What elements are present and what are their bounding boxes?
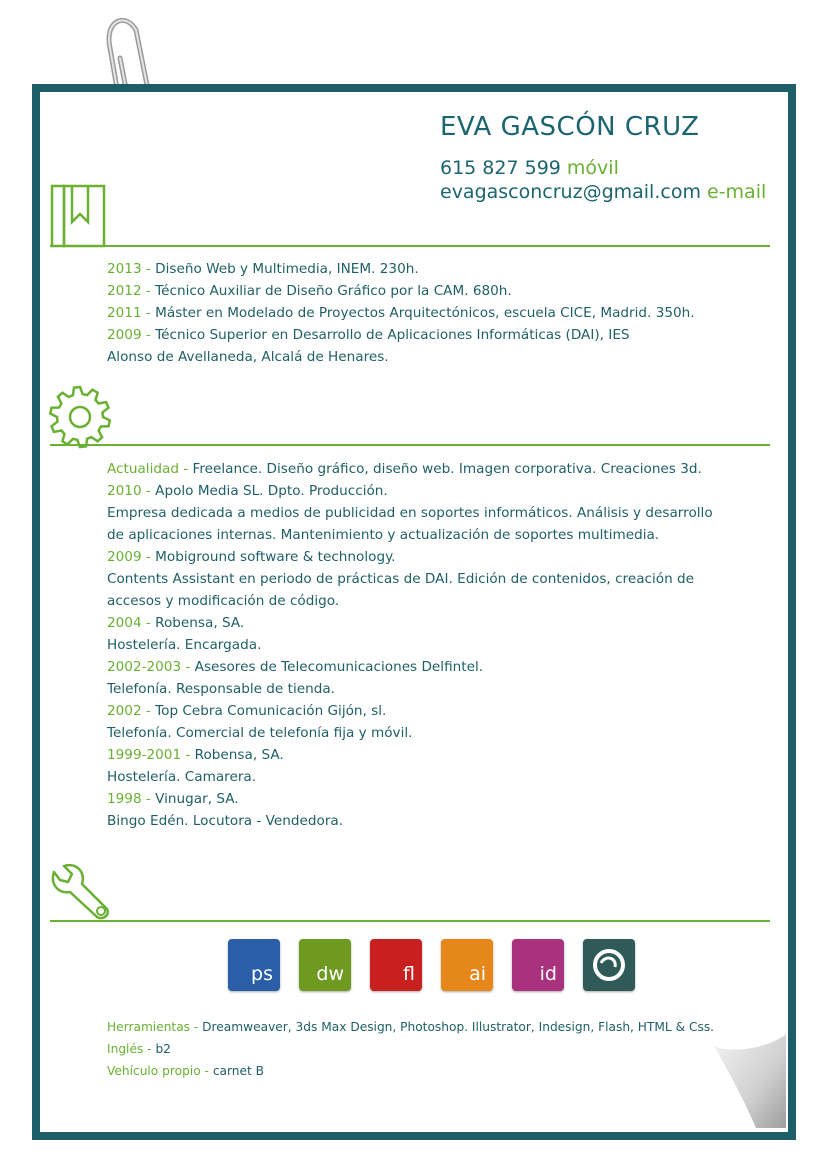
phone-number: 615 827 599 bbox=[440, 157, 561, 179]
entry-line bbox=[107, 590, 713, 612]
entry-year: 2011 - bbox=[107, 305, 156, 321]
phone-label: móvil bbox=[566, 157, 619, 179]
education-list bbox=[107, 258, 695, 368]
experience-list bbox=[107, 458, 713, 832]
indesign-icon bbox=[512, 939, 564, 991]
entry-line bbox=[107, 700, 713, 722]
entry-year: 2012 - bbox=[107, 283, 156, 299]
entry-text: Telefonía. Responsable de tienda. bbox=[107, 681, 335, 697]
entry-line bbox=[107, 744, 713, 766]
entry-text: Apolo Media SL. Dpto. Producción. bbox=[155, 483, 388, 499]
entry-year: Actualidad - bbox=[107, 461, 193, 477]
entry-line bbox=[107, 458, 713, 480]
entry-text: Técnico Auxiliar de Diseño Gráfico por la CAM. 680h. bbox=[155, 283, 512, 299]
entry-text: Vinugar, SA. bbox=[155, 791, 239, 807]
extra-key: Herramientas - bbox=[107, 1020, 203, 1034]
entry-text: Contents Assistant en periodo de prácticas de DAI. Edición de contenidos, creación de bbox=[107, 571, 695, 587]
extra-line bbox=[107, 1038, 714, 1060]
entry-text: Alonso de Avellaneda, Alcalá de Henares. bbox=[107, 349, 389, 365]
entry-year: 2002 - bbox=[107, 703, 156, 719]
wrench-icon bbox=[48, 858, 118, 924]
entry-line bbox=[107, 502, 713, 524]
extra-line bbox=[107, 1016, 714, 1038]
entry-year: 1999-2001 - bbox=[107, 747, 195, 763]
section-divider bbox=[50, 920, 770, 922]
entry-line bbox=[107, 302, 695, 324]
entry-text: Hostelería. Encargada. bbox=[107, 637, 262, 653]
section-divider bbox=[50, 245, 770, 247]
entry-line bbox=[107, 788, 713, 810]
entry-line bbox=[107, 656, 713, 678]
entry-line bbox=[107, 766, 713, 788]
extras-list bbox=[107, 1016, 714, 1082]
section-divider bbox=[50, 444, 770, 446]
entry-text: Robensa, SA. bbox=[155, 615, 245, 631]
flash-icon bbox=[370, 939, 422, 991]
photoshop-icon bbox=[228, 939, 280, 991]
3dsmax-icon bbox=[583, 939, 635, 991]
entry-line bbox=[107, 612, 713, 634]
entry-text: Top Cebra Comunicación Gijón, sl. bbox=[155, 703, 387, 719]
entry-year: 2010 - bbox=[107, 483, 156, 499]
extra-value: Dreamweaver, 3ds Max Design, Photoshop. Illustrator, Indesign, Flash, HTML & Css. bbox=[202, 1020, 715, 1034]
extra-key: Vehículo propio - bbox=[107, 1064, 213, 1078]
entry-line bbox=[107, 346, 695, 368]
gear-icon bbox=[47, 384, 113, 450]
entry-text: Telefonía. Comercial de telefonía fija y móvil. bbox=[107, 725, 413, 741]
app-label: id bbox=[539, 963, 557, 985]
entry-text: Empresa dedicada a medios de publicidad en soportes informáticos. Análisis y desarrollo bbox=[107, 505, 713, 521]
email-address: evagasconcruz@gmail.com bbox=[440, 181, 701, 203]
app-label: dw bbox=[316, 963, 344, 985]
entry-text: de aplicaciones internas. Mantenimiento y actualización de soportes multimedia. bbox=[107, 527, 660, 543]
extra-key: Inglés - bbox=[107, 1042, 156, 1056]
candidate-name: EVA GASCÓN CRUZ bbox=[440, 112, 700, 142]
entry-text: Asesores de Telecomunicaciones Delfintel. bbox=[194, 659, 484, 675]
entry-line bbox=[107, 810, 713, 832]
entry-text: Mobiground software & technology. bbox=[155, 549, 396, 565]
book-icon bbox=[50, 184, 108, 248]
entry-year: 2009 - bbox=[107, 549, 156, 565]
entry-text: Técnico Superior en Desarrollo de Aplicaciones Informáticas (DAI), IES bbox=[155, 327, 630, 343]
entry-text: Máster en Modelado de Proyectos Arquitectónicos, escuela CICE, Madrid. 350h. bbox=[155, 305, 695, 321]
entry-line bbox=[107, 524, 713, 546]
entry-year: 2013 - bbox=[107, 261, 156, 277]
entry-text: Bingo Edén. Locutora - Vendedora. bbox=[107, 813, 344, 829]
entry-text: accesos y modificación de código. bbox=[107, 593, 340, 609]
entry-text: Hostelería. Camarera. bbox=[107, 769, 257, 785]
entry-line bbox=[107, 678, 713, 700]
software-icons bbox=[228, 939, 654, 991]
entry-line bbox=[107, 480, 713, 502]
extra-value: carnet B bbox=[212, 1064, 265, 1078]
entry-line bbox=[107, 722, 713, 744]
entry-line bbox=[107, 546, 713, 568]
app-label: fl bbox=[403, 963, 415, 985]
entry-text: Diseño Web y Multimedia, INEM. 230h. bbox=[155, 261, 419, 277]
extra-line bbox=[107, 1060, 714, 1082]
email-line bbox=[440, 181, 766, 203]
entry-year: 2004 - bbox=[107, 615, 156, 631]
entry-year: 2009 - bbox=[107, 327, 156, 343]
app-label: ai bbox=[469, 963, 486, 985]
entry-line bbox=[107, 324, 695, 346]
page-curl-icon bbox=[700, 1024, 786, 1128]
entry-line bbox=[107, 280, 695, 302]
entry-year: 1998 - bbox=[107, 791, 156, 807]
email-label: e-mail bbox=[707, 181, 767, 203]
entry-text: Robensa, SA. bbox=[194, 747, 284, 763]
illustrator-icon bbox=[441, 939, 493, 991]
entry-text: Freelance. Diseño gráfico, diseño web. Imagen corporativa. Creaciones 3d. bbox=[192, 461, 702, 477]
dreamweaver-icon bbox=[299, 939, 351, 991]
entry-line bbox=[107, 258, 695, 280]
entry-year: 2002-2003 - bbox=[107, 659, 195, 675]
entry-line bbox=[107, 568, 713, 590]
app-label: ps bbox=[251, 963, 273, 985]
entry-line bbox=[107, 634, 713, 656]
phone-line bbox=[440, 157, 619, 179]
extra-value: b2 bbox=[155, 1042, 171, 1056]
